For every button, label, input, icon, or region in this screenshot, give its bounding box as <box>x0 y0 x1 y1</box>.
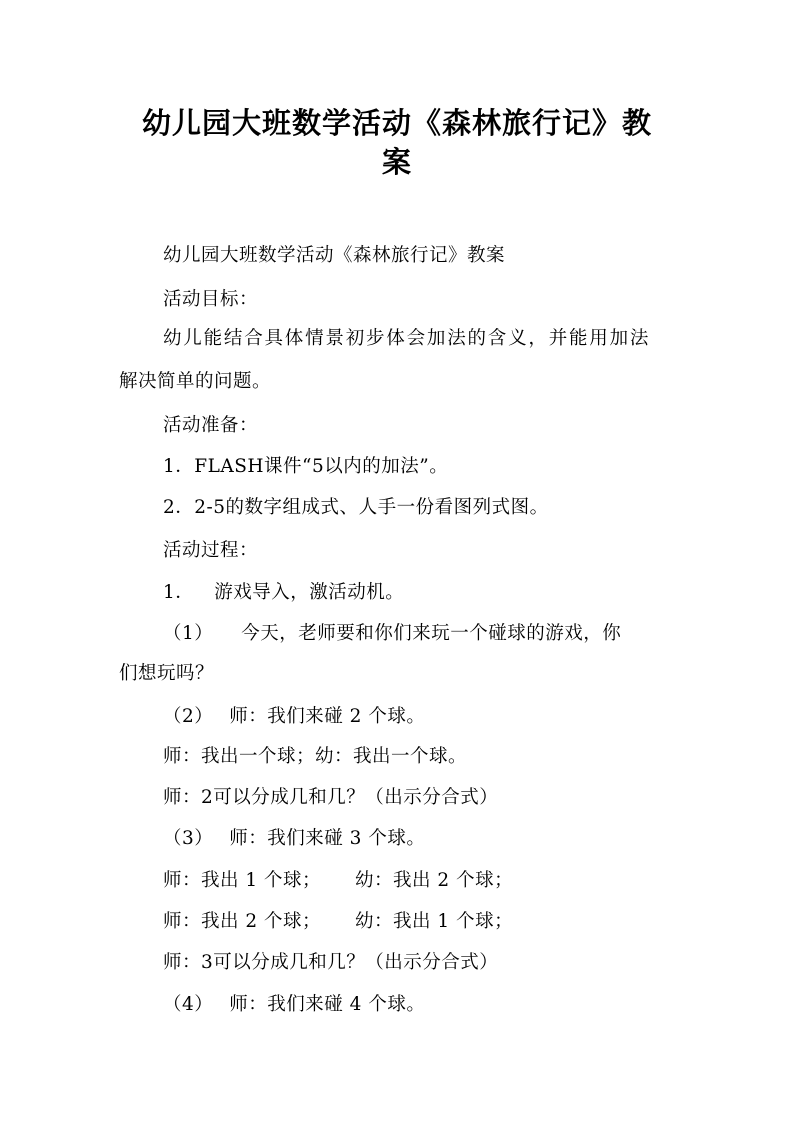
heading-activity-preparation: 活动准备： <box>163 415 259 436</box>
sub-item-1-line-1 <box>163 621 621 647</box>
list-text: 游戏导入，激活动机。 <box>214 582 405 603</box>
heading-activity-goals: 活动目标： <box>163 289 259 310</box>
list-number: 1． <box>163 582 195 603</box>
sub-item-number: （3） <box>163 828 214 849</box>
sub-item-3 <box>163 826 425 852</box>
paragraph-goal-line-2: 解决简单的问题。 <box>119 371 272 392</box>
child-line: 幼：我出 2 个球； <box>355 870 514 891</box>
sub-item-text: 师：我们来碰 3 个球。 <box>229 828 426 849</box>
sub-item-number: （1） <box>163 623 214 644</box>
question-line-2: 师：2可以分成几和几？（出示分合式） <box>163 787 499 808</box>
paragraph-lesson-title: 幼儿园大班数学活动《森林旅行记》教案 <box>163 245 506 266</box>
child-line: 幼：我出 1 个球； <box>355 911 514 932</box>
sub-item-number: （4） <box>163 994 214 1015</box>
sub-item-4 <box>163 992 425 1018</box>
list-item-preparation-1: 1．FLASH课件“5以内的加法”。 <box>163 456 449 477</box>
sub-item-text: 师：我们来碰 4 个球。 <box>229 994 426 1015</box>
teacher-line: 师：我出 2 个球； <box>163 911 322 932</box>
dialogue-line-2-balls: 师：我出一个球；幼：我出一个球。 <box>163 746 468 767</box>
dialogue-line-3-balls-b <box>163 909 513 935</box>
heading-activity-process: 活动过程： <box>163 540 259 561</box>
document-title-line-2: 案 <box>381 145 412 179</box>
list-item-process-1 <box>163 580 404 606</box>
sub-item-text: 今天，老师要和你们来玩一个碰球的游戏，你 <box>241 623 622 644</box>
sub-item-2 <box>163 704 425 730</box>
question-line-3: 师：3可以分成几和几？（出示分合式） <box>163 952 499 973</box>
list-item-preparation-2: 2．2-5的数字组成式、人手一份看图列式图。 <box>163 497 549 518</box>
document-title-line-1: 幼儿园大班数学活动《森林旅行记》教 <box>141 106 652 140</box>
paragraph-goal-line-1: 幼儿能结合具体情景初步体会加法的含义，并能用加法 <box>163 328 651 349</box>
sub-item-1-line-2: 们想玩吗？ <box>119 663 215 684</box>
teacher-line: 师：我出 1 个球； <box>163 870 322 891</box>
sub-item-text: 师：我们来碰 2 个球。 <box>229 706 426 727</box>
dialogue-line-3-balls-a <box>163 868 513 894</box>
sub-item-number: （2） <box>163 706 214 727</box>
